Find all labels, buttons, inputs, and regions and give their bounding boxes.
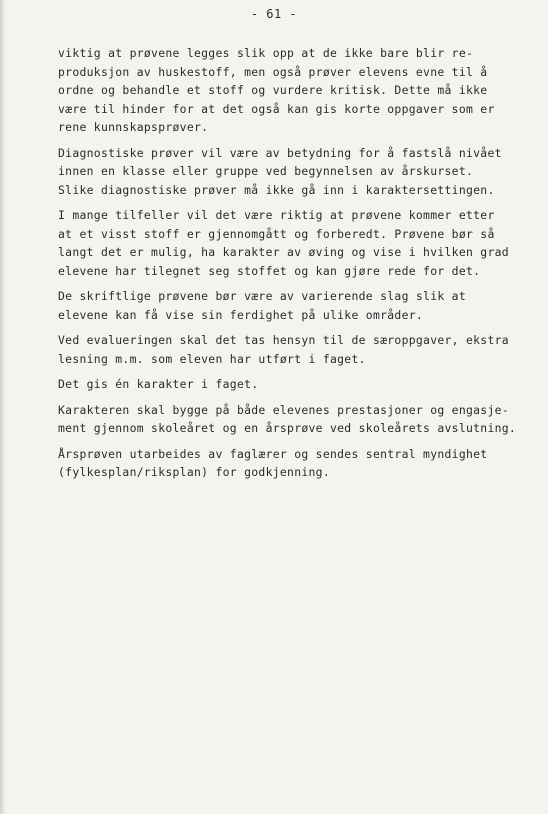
body-text <box>58 44 518 489</box>
paragraph <box>58 375 518 394</box>
paragraph <box>58 144 518 200</box>
text-line: De skriftlige prøvene bør være av varierende slag slik at <box>58 289 466 303</box>
text-line: Årsprøven utarbeides av faglærer og sendes sentral myndighet <box>58 446 488 461</box>
text-line: Det gis én karakter i faget. <box>58 377 259 391</box>
paragraph <box>58 401 518 438</box>
text-line: langt det er mulig, ha karakter av øving og vise i hvilken grad <box>58 245 509 259</box>
paragraph <box>58 331 518 368</box>
text-line: ment gjennom skoleåret og en årsprøve ved skoleårets avslutning. <box>58 421 517 435</box>
text-line: (fylkesplan/riksplan) for godkjenning. <box>58 465 330 479</box>
text-line: at et visst stoff er gjennomgått og forberedt. Prøvene bør så <box>58 226 495 241</box>
page-number: - 61 - <box>250 7 298 21</box>
text-line: rene kunnskapsprøver. <box>58 120 209 134</box>
text-line: elevene har tilegnet seg stoffet og kan gjøre rede for det. <box>58 263 481 278</box>
text-line: Karakteren skal bygge på både elevenes prestasjoner og engasje- <box>58 402 509 417</box>
paragraph <box>58 206 518 280</box>
text-line: I mange tilfeller vil det være riktig at prøvene kommer etter <box>58 208 495 222</box>
paragraph <box>58 44 518 137</box>
paragraph <box>58 287 518 324</box>
text-line: være til hinder for at det også kan gis korte oppgaver som er <box>58 101 495 116</box>
text-line: viktig at prøvene legges slik opp at de ikke bare blir re- <box>58 46 474 60</box>
text-line: ordne og behandle et stoff og vurdere kritisk. Dette må ikke <box>58 83 488 97</box>
paragraph <box>58 445 518 482</box>
page-edge-shadow <box>0 0 7 814</box>
text-line: produksjon av huskestoff, men også prøver elevens evne til å <box>58 64 488 79</box>
text-line: innen en klasse eller gruppe ved begynnelsen av årskurset. <box>58 164 474 178</box>
text-line: elevene kan få vise sin ferdighet på ulike områder. <box>58 307 424 322</box>
text-line: lesning m.m. som eleven har utført i faget. <box>58 351 366 366</box>
text-line: Diagnostiske prøver vil være av betydning for å fastslå nivået <box>58 145 502 160</box>
text-line: Slike diagnostiske prøver må ikke gå inn i karaktersettingen. <box>58 182 495 197</box>
text-line: Ved evalueringen skal det tas hensyn til de særoppgaver, ekstra <box>58 333 509 347</box>
